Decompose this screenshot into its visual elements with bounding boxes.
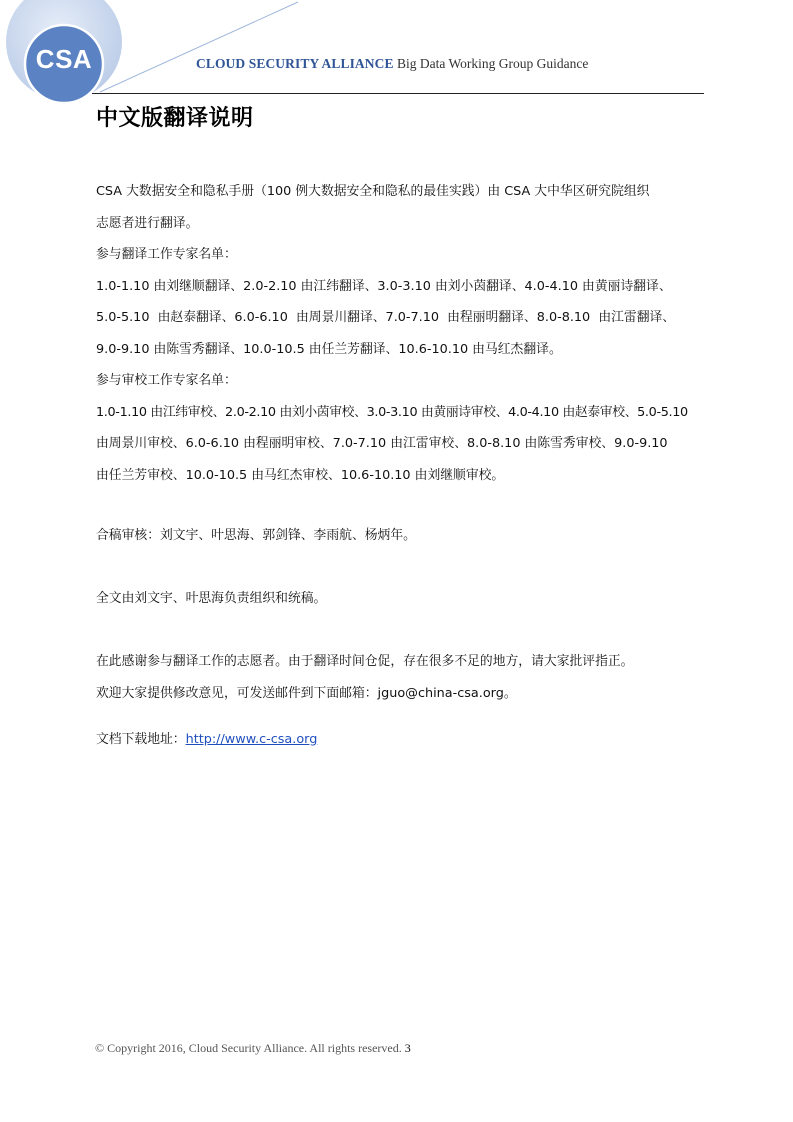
translators-line: 1.0-1.10 由刘继顺翻译、2.0-2.10 由江纬翻译、3.0-3.10 由刘小茵翻译、4.0-4.10 由黄丽诗翻译、 [96,278,672,294]
final-review-block [96,520,708,552]
final-review-text: 合稿审核：刘文宇、叶思海、郭剑锋、李雨航、杨炳年。 [96,528,416,543]
download-label: 文档下载地址： [96,732,186,747]
download-block [96,724,708,756]
thanks-block [96,646,708,709]
translators-line: 9.0-9.10 由陈雪秀翻译、10.0-10.5 由任兰芳翻译、10.6-10.10 由马红杰翻译。 [96,341,562,357]
intro-line: CSA 大数据安全和隐私手册（100 例大数据安全和隐私的最佳实践）由 CSA 大中华区研究院组织 [96,184,650,199]
thanks-line: 在此感谢参与翻译工作的志愿者。由于翻译时间仓促，存在很多不足的地方，请大家批评指正。 [96,654,634,669]
translators-heading: 参与翻译工作专家名单： [96,247,237,262]
copyright-text: © Copyright 2016, Cloud Security Alliance. All rights reserved. [95,1041,402,1055]
reviewers-line: 由任兰芳审校、10.0-10.5 由马红杰审校、10.6-10.10 由刘继顺审校。 [96,467,505,483]
org-name: CLOUD SECURITY ALLIANCE [196,56,394,71]
page-title: 中文版翻译说明 [96,106,254,131]
thanks-line: 欢迎大家提供修改意见，可发送邮件到下面邮箱：jguo@china-csa.org。 [96,685,517,701]
running-header [196,56,588,72]
reviewers-line: 1.0-1.10 由江纬审校、2.0-2.10 由刘小茵审校、3.0-3.10 由黄丽诗审校、4.0-4.10 由赵泰审校、5.0-5.10 [96,404,688,420]
reviewers-line: 由周景川审校、6.0-6.10 由程丽明审校、7.0-7.10 由江雷审校、8.0-8.10 由陈雪秀审校、9.0-9.10 [96,436,668,451]
reviewers-heading: 参与审校工作专家名单： [96,373,237,388]
csa-logo-text: CSA [35,44,93,74]
intro-line: 志愿者进行翻译。 [96,215,199,231]
doc-series: Big Data Working Group Guidance [396,56,589,71]
translators-line: 5.0-5.10 由赵泰翻译、6.0-6.10 由周景川翻译、7.0-7.10 由程丽明翻译、8.0-8.10 由江雷翻译、 [96,310,676,325]
page-number: 3 [404,1041,411,1055]
header-rule [92,93,704,94]
compilation-text: 全文由刘文宇、叶思海负责组织和统稿。 [96,591,327,606]
page-footer [95,1041,411,1056]
download-line [96,724,708,756]
download-link[interactable]: http://www.c-csa.org [185,732,318,747]
compilation-block [96,583,708,615]
document-body [96,176,708,491]
